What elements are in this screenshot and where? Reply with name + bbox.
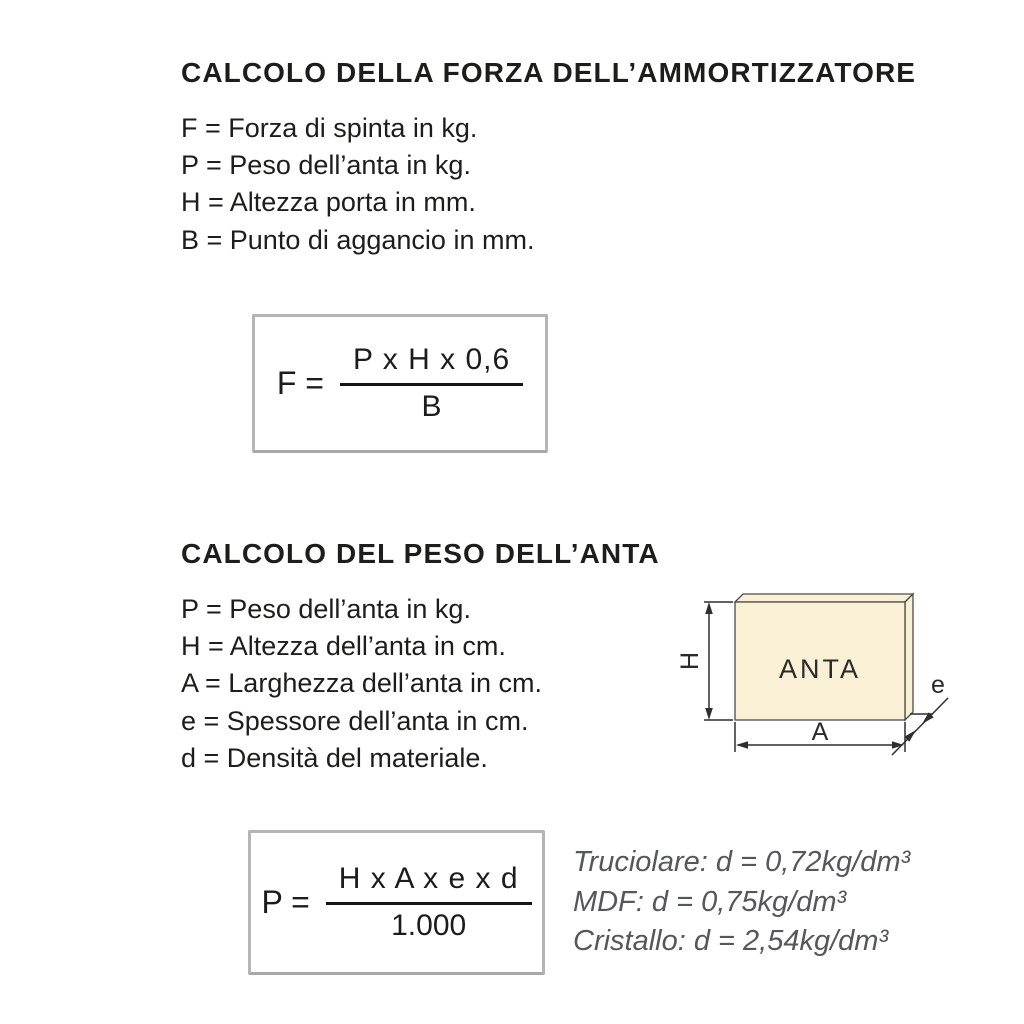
- density-line-mdf: MDF: d = 0,75kg/dm³: [573, 885, 847, 918]
- force-legend: [181, 110, 534, 259]
- force-legend-line-f: F = Forza di spinta in kg.: [181, 113, 478, 143]
- height-arrowhead-top: [705, 602, 713, 614]
- height-arrowhead-bottom: [705, 708, 713, 720]
- weight-formula-lhs: P =: [261, 884, 310, 920]
- force-formula-denominator: B: [340, 383, 523, 424]
- weight-legend-line-h: H = Altezza dell’anta in cm.: [181, 631, 506, 662]
- panel-right-edge: [905, 594, 913, 720]
- weight-legend-line-a: A = Larghezza dell’anta in cm.: [181, 668, 542, 699]
- density-line-truciolare: Truciolare: d = 0,72kg/dm³: [573, 846, 911, 878]
- force-formula-lhs: F =: [276, 365, 324, 401]
- width-dimension-label: A: [811, 718, 829, 746]
- weight-legend: [181, 591, 542, 777]
- weight-formula-denominator: 1.000: [326, 902, 532, 943]
- width-arrowhead-left: [736, 741, 748, 748]
- force-legend-line-h: H = Altezza porta in mm.: [181, 187, 476, 218]
- density-line-cristallo: Cristallo: d = 2,54kg/dm³: [573, 925, 889, 957]
- weight-formula-box: [248, 830, 545, 975]
- thickness-dimension-label: e: [931, 671, 945, 699]
- force-legend-line-b: B = Punto di aggancio in mm.: [181, 224, 535, 255]
- force-formula-box: [252, 314, 548, 453]
- weight-formula-fraction: [326, 862, 532, 943]
- height-dimension-arrow: [704, 602, 733, 720]
- weight-formula-numerator: H x A x e x d: [338, 862, 519, 895]
- force-section-title: CALCOLO DELLA FORZA DELL’AMMORTIZZATORE: [181, 57, 917, 88]
- force-formula-numerator: P x H x 0,6: [352, 343, 511, 376]
- force-formula-fraction: [340, 343, 523, 424]
- weight-legend-line-p: P = Peso dell’anta in kg.: [181, 594, 471, 624]
- material-density-list: [573, 843, 910, 962]
- weight-legend-line-d: d = Densità del materiale.: [181, 742, 488, 773]
- panel-top-edge: [735, 594, 913, 602]
- weight-section-title: CALCOLO DEL PESO DELL’ANTA: [181, 538, 660, 569]
- height-dimension-label: H: [676, 651, 704, 671]
- door-panel-diagram: [670, 572, 1010, 782]
- panel-label: ANTA: [778, 654, 862, 684]
- force-legend-line-p: P = Peso dell’anta in kg.: [181, 150, 471, 181]
- weight-legend-line-e: e = Spessore dell’anta in cm.: [181, 705, 529, 736]
